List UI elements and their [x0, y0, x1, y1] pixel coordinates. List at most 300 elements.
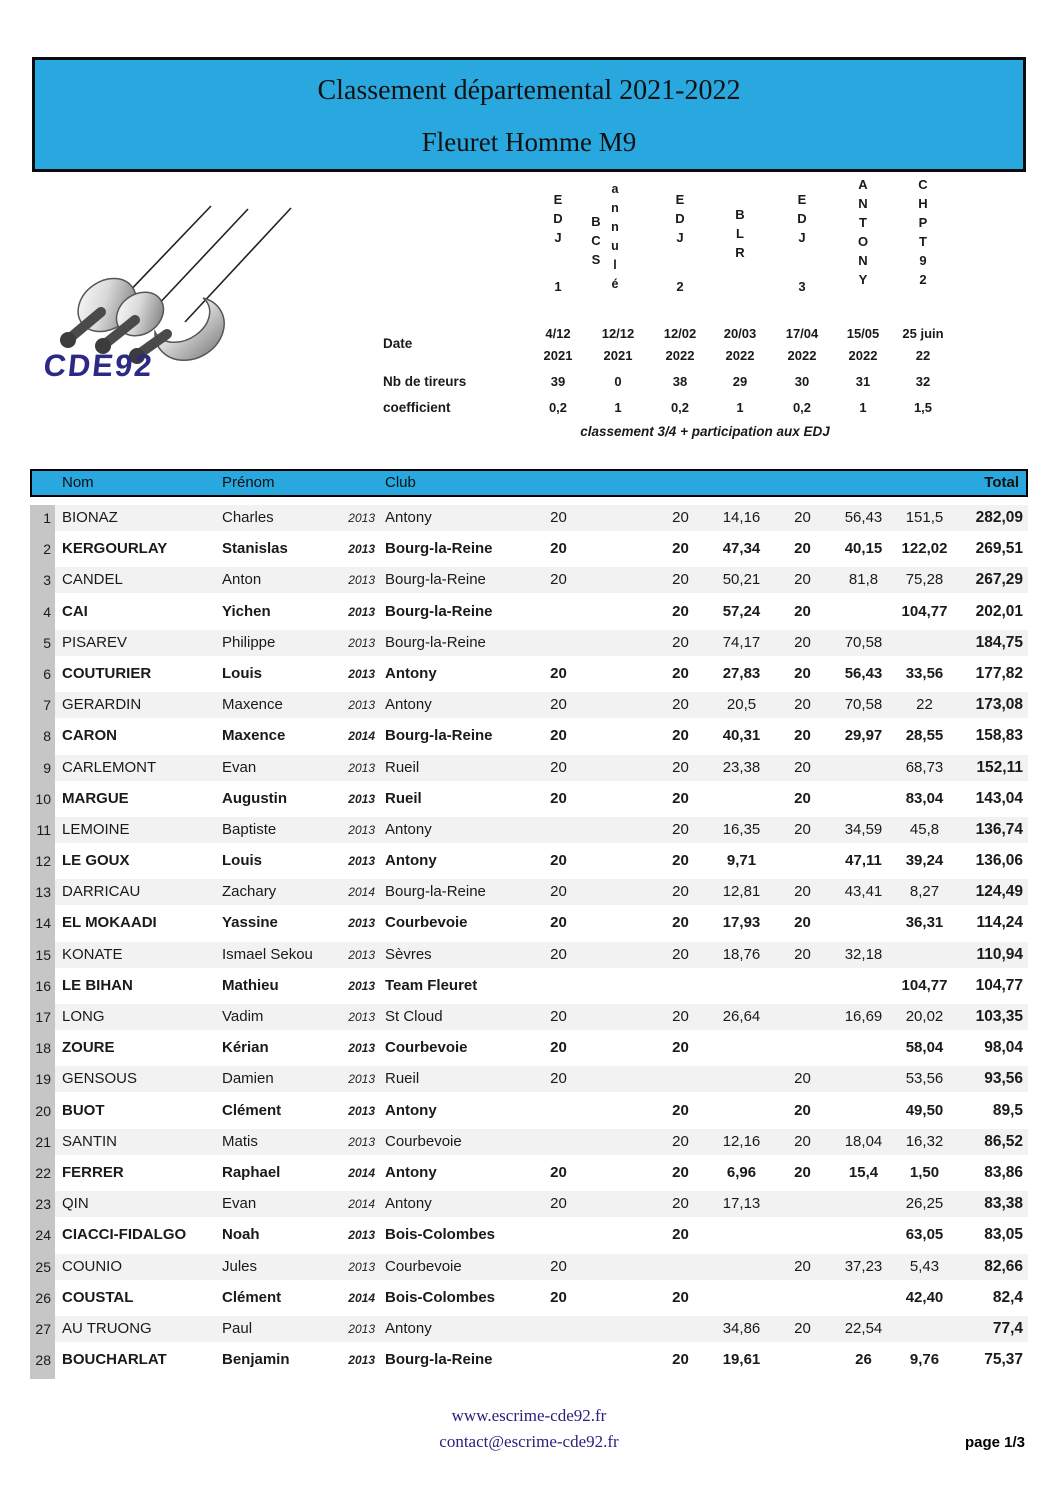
score-cell: 20 — [672, 1101, 689, 1119]
event-name-vertical — [903, 175, 943, 289]
score-cell — [650, 973, 711, 999]
score-cell: 20 — [550, 945, 567, 963]
score-cell: 20 — [794, 633, 811, 651]
score-cell: 26,25 — [905, 1195, 944, 1213]
birth-year-cell: 2013 — [348, 1228, 375, 1243]
score-cell — [589, 1098, 650, 1124]
vertical-letter: 2 — [676, 279, 684, 294]
table-row — [30, 630, 1028, 661]
row-content — [55, 1222, 1028, 1248]
score-cell — [589, 942, 650, 968]
vertical-letter: n — [611, 220, 619, 234]
table-row — [30, 599, 1028, 630]
table-row — [30, 1316, 1028, 1347]
event-date-line2: 2022 — [725, 348, 755, 363]
total-cell: 282,09 — [975, 509, 1023, 526]
row-content — [55, 755, 1028, 781]
birth-year-cell: 2013 — [348, 1259, 375, 1274]
birth-year-cell: 2013 — [348, 573, 375, 588]
firstname-cell: Mathieu — [222, 976, 279, 994]
total-cell: 114,24 — [976, 914, 1023, 932]
name-cell: GERARDIN — [62, 696, 142, 714]
score-cell: 63,05 — [905, 1226, 944, 1244]
score-cell: 20 — [794, 664, 811, 682]
event-column-label — [586, 182, 624, 294]
event-name-vertical — [843, 175, 883, 289]
vertical-letter: 9 — [919, 253, 927, 268]
score-cell — [589, 973, 650, 999]
score-cell: 20 — [672, 1226, 689, 1244]
firstname-cell: Louis — [222, 664, 262, 682]
table-row — [30, 505, 1028, 536]
table-row — [30, 1004, 1028, 1035]
score-cell: 20 — [550, 571, 567, 589]
score-cell: 20 — [794, 914, 811, 932]
cde92-logo-text: CDE92 — [45, 348, 156, 383]
row-content — [55, 1035, 1028, 1061]
total-cell: 124,49 — [975, 883, 1023, 901]
score-cell: 20 — [550, 758, 567, 776]
score-cell: 20 — [550, 883, 567, 901]
name-cell: EL MOKAADI — [62, 914, 157, 932]
score-cell: 20 — [550, 852, 567, 870]
table-row — [30, 567, 1028, 598]
total-cell: 202,01 — [975, 602, 1023, 620]
score-cell: 20 — [672, 1008, 689, 1025]
event-coefficient: 1 — [614, 400, 622, 415]
table-row — [30, 973, 1028, 1004]
score-cell — [772, 1035, 833, 1061]
score-cell: 29,97 — [844, 727, 883, 745]
birth-year-cell: 2013 — [348, 1353, 375, 1368]
score-cell: 20 — [794, 540, 811, 558]
row-content — [55, 1066, 1028, 1092]
score-cell — [650, 1254, 711, 1280]
club-cell: St Cloud — [385, 1008, 443, 1025]
rank-cell: 23 — [35, 1196, 51, 1213]
event-nb-tireurs: 39 — [550, 374, 566, 389]
event-column-label — [903, 175, 943, 289]
score-cell — [711, 1035, 772, 1061]
birth-year-cell: 2014 — [348, 1165, 375, 1180]
score-cell — [772, 1347, 833, 1373]
score-cell: 20 — [672, 509, 689, 526]
date-row-label: Date — [383, 336, 413, 351]
page-number: page 1/3 — [964, 1434, 1025, 1451]
event-date-line2: 2021 — [603, 348, 633, 363]
birth-year-cell: 2013 — [348, 666, 375, 681]
score-cell — [528, 817, 589, 843]
score-cell — [589, 1035, 650, 1061]
row-content — [55, 505, 1028, 531]
birth-year-cell: 2013 — [348, 635, 375, 650]
score-cell — [833, 1066, 894, 1092]
rank-cell: 20 — [35, 1102, 51, 1119]
row-content — [55, 1098, 1028, 1124]
total-cell: 136,74 — [975, 820, 1023, 838]
club-cell: Antony — [385, 509, 432, 526]
score-cell: 47,34 — [722, 540, 761, 558]
vertical-letter: N — [858, 253, 868, 268]
club-cell: Bois-Colombes — [385, 1288, 496, 1306]
score-cell — [589, 630, 650, 656]
score-cell — [589, 817, 650, 843]
score-cell: 20 — [794, 789, 811, 807]
score-cell — [589, 599, 650, 625]
rank-cell: 12 — [35, 853, 51, 870]
firstname-cell: Vadim — [222, 1008, 264, 1025]
score-cell — [772, 1191, 833, 1217]
score-cell: 20 — [672, 1195, 689, 1213]
rank-cell: 28 — [35, 1352, 51, 1369]
score-cell: 42,40 — [905, 1288, 944, 1306]
score-cell — [589, 1129, 650, 1155]
score-cell — [528, 1222, 589, 1248]
nb-tireurs-label: Nb de tireurs — [383, 374, 467, 389]
firstname-cell: Maxence — [222, 696, 283, 714]
firstname-cell: Louis — [222, 852, 262, 870]
event-date — [710, 323, 770, 367]
score-cell: 83,04 — [905, 789, 944, 807]
club-cell: Courbevoie — [385, 1039, 468, 1057]
table-row — [30, 1222, 1028, 1253]
score-cell: 20 — [672, 602, 689, 620]
event-date-line2: 2022 — [848, 348, 878, 363]
name-cell: CARLEMONT — [62, 758, 157, 776]
name-cell: BUOT — [62, 1101, 105, 1119]
total-cell: 89,5 — [992, 1101, 1023, 1119]
score-cell — [833, 973, 894, 999]
name-cell: CARON — [62, 727, 117, 745]
vertical-letter: T — [919, 234, 927, 249]
score-cell: 20 — [794, 945, 811, 963]
score-cell — [894, 942, 955, 968]
score-cell: 81,8 — [848, 571, 879, 589]
score-cell: 27,83 — [722, 664, 761, 682]
score-cell: 75,28 — [905, 571, 944, 589]
score-cell: 50,21 — [722, 571, 761, 589]
score-cell: 56,43 — [844, 509, 883, 526]
firstname-cell: Paul — [222, 1319, 253, 1337]
name-cell: CANDEL — [62, 571, 123, 589]
vertical-letter: J — [676, 230, 684, 245]
score-cell: 20 — [794, 1163, 811, 1181]
score-cell — [833, 786, 894, 812]
club-cell: Antony — [385, 820, 432, 838]
score-cell: 17,93 — [722, 914, 761, 932]
rank-cell: 17 — [35, 1009, 51, 1025]
score-cell — [650, 1066, 711, 1092]
score-cell — [589, 1254, 650, 1280]
event-date — [650, 323, 710, 367]
rank-cell: 8 — [43, 728, 51, 745]
rank-cell: 25 — [35, 1258, 51, 1275]
score-cell: 5,43 — [909, 1257, 940, 1275]
document-subtitle: Fleuret Homme M9 — [421, 127, 637, 157]
birth-year-cell: 2013 — [348, 698, 375, 713]
row-content — [55, 1129, 1028, 1155]
event-date-line1: 20/03 — [723, 326, 757, 341]
total-cell: 83,38 — [984, 1195, 1023, 1213]
event-date-line1: 17/04 — [785, 326, 819, 341]
club-cell: Antony — [385, 1319, 432, 1337]
score-cell: 28,55 — [905, 727, 944, 745]
birth-year-cell: 2013 — [348, 978, 375, 993]
total-cell: 110,94 — [976, 945, 1023, 963]
event-name-vertical — [782, 190, 822, 296]
club-cell: Courbevoie — [385, 1132, 462, 1150]
score-cell — [894, 1316, 955, 1342]
score-cell: 36,31 — [905, 914, 944, 932]
event-date-line2: 2021 — [543, 348, 573, 363]
club-cell: Bourg-la-Reine — [385, 727, 493, 745]
event-date-line2: 2022 — [665, 348, 695, 363]
club-cell: Antony — [385, 664, 437, 682]
vertical-letter: O — [857, 234, 869, 249]
score-cell — [894, 630, 955, 656]
score-cell: 17,13 — [722, 1195, 761, 1213]
event-column-label — [720, 205, 760, 262]
score-cell: 70,58 — [844, 633, 883, 651]
total-cell: 93,56 — [984, 1070, 1023, 1088]
score-cell: 20 — [794, 1101, 811, 1119]
score-cell: 8,27 — [909, 883, 940, 901]
row-content — [55, 567, 1028, 593]
score-cell: 34,86 — [722, 1319, 761, 1337]
score-cell: 20,5 — [726, 696, 757, 714]
event-coefficient: 0,2 — [548, 400, 568, 415]
event-coefficient: 1,5 — [913, 400, 933, 415]
total-cell: 86,52 — [984, 1132, 1023, 1150]
vertical-letter: é — [611, 277, 619, 291]
vertical-letter: H — [918, 196, 928, 211]
score-cell: 20 — [550, 789, 567, 807]
score-cell: 34,59 — [844, 820, 883, 838]
name-cell: BOUCHARLAT — [62, 1351, 167, 1369]
vertical-letter: C — [918, 177, 928, 192]
score-cell: 26,64 — [722, 1008, 761, 1025]
table-row — [30, 817, 1028, 848]
score-cell: 20 — [672, 820, 689, 838]
row-content — [55, 661, 1028, 687]
vertical-letter: E — [553, 192, 563, 207]
score-cell — [589, 567, 650, 593]
table-row — [30, 1066, 1028, 1097]
score-cell — [589, 1004, 650, 1030]
event-name-vertical — [538, 190, 578, 296]
table-row — [30, 910, 1028, 941]
club-cell: Antony — [385, 1101, 437, 1119]
name-cell: LONG — [62, 1008, 105, 1025]
score-cell: 20 — [550, 727, 567, 745]
rank-cell: 15 — [35, 946, 51, 963]
score-cell: 20 — [672, 1039, 689, 1057]
score-cell: 70,58 — [844, 696, 883, 714]
name-cell: LEMOINE — [62, 820, 130, 838]
event-status-vertical — [606, 180, 624, 294]
score-cell: 1,50 — [909, 1163, 940, 1181]
score-cell: 20,02 — [905, 1008, 944, 1025]
total-cell: 75,37 — [984, 1351, 1023, 1369]
vertical-letter: C — [591, 233, 601, 248]
score-cell — [589, 910, 650, 936]
event-date-line2: 22 — [915, 348, 931, 363]
rank-cell: 26 — [35, 1289, 51, 1306]
table-row — [30, 692, 1028, 723]
coefficient-label: coefficient — [383, 400, 451, 415]
row-content — [55, 1004, 1028, 1030]
birth-year-cell: 2013 — [348, 1134, 375, 1149]
vertical-letter: u — [611, 239, 619, 253]
vertical-letter: 2 — [919, 272, 927, 287]
birth-year-cell: 2013 — [348, 760, 375, 775]
website-link[interactable]: www.escrime-cde92.fr — [451, 1406, 607, 1425]
total-cell: 184,75 — [975, 633, 1023, 651]
column-header-club: Club — [385, 474, 416, 491]
score-cell: 39,24 — [905, 852, 944, 870]
score-cell: 20 — [550, 1070, 567, 1088]
row-content — [55, 1160, 1028, 1186]
birth-year-cell: 2013 — [348, 604, 375, 619]
club-cell: Rueil — [385, 758, 420, 776]
score-cell: 20 — [672, 1351, 689, 1369]
vertical-letter: J — [554, 230, 562, 245]
name-cell: KERGOURLAY — [62, 540, 168, 558]
score-cell: 23,38 — [722, 758, 761, 776]
event-coefficient: 0,2 — [670, 400, 690, 415]
row-content — [55, 786, 1028, 812]
rank-cell: 13 — [35, 884, 51, 901]
score-cell — [589, 723, 650, 749]
ranking-table-body — [30, 505, 1028, 1378]
total-cell: 103,35 — [975, 1008, 1023, 1025]
vertical-letter: D — [797, 211, 807, 226]
row-content — [55, 848, 1028, 874]
firstname-cell: Augustin — [222, 789, 287, 807]
score-cell — [711, 1098, 772, 1124]
score-cell: 6,96 — [726, 1163, 757, 1181]
rank-cell: 10 — [35, 790, 51, 807]
table-row — [30, 1160, 1028, 1191]
score-cell: 20 — [794, 602, 811, 620]
total-cell: 83,05 — [984, 1226, 1023, 1244]
event-date-line2: 2022 — [787, 348, 817, 363]
name-cell: LE BIHAN — [62, 976, 133, 994]
club-cell: Bourg-la-Reine — [385, 540, 493, 558]
total-cell: 143,04 — [975, 789, 1023, 807]
score-cell: 20 — [550, 1288, 567, 1306]
total-cell: 269,51 — [975, 540, 1023, 558]
club-cell: Bourg-la-Reine — [385, 602, 493, 620]
score-cell: 20 — [672, 883, 689, 901]
name-cell: KONATE — [62, 945, 123, 963]
title-banner — [32, 57, 1026, 172]
score-cell: 20 — [794, 883, 811, 901]
rank-cell: 6 — [43, 665, 51, 682]
rank-cell: 14 — [35, 915, 51, 932]
score-cell — [528, 1316, 589, 1342]
birth-year-cell: 2013 — [348, 1010, 375, 1024]
total-cell: 82,66 — [984, 1257, 1023, 1275]
score-cell: 49,50 — [905, 1101, 944, 1119]
score-cell: 20 — [672, 696, 689, 714]
score-cell: 20 — [672, 540, 689, 558]
score-cell: 20 — [794, 571, 811, 589]
score-cell: 20 — [672, 945, 689, 963]
score-cell — [711, 1066, 772, 1092]
score-cell: 16,32 — [905, 1132, 944, 1150]
score-cell: 56,43 — [844, 664, 883, 682]
club-cell: Courbevoie — [385, 914, 468, 932]
club-cell: Bourg-la-Reine — [385, 633, 486, 651]
total-cell: 173,08 — [975, 696, 1023, 714]
table-row — [30, 723, 1028, 754]
rank-cell: 24 — [35, 1227, 51, 1244]
firstname-cell: Philippe — [222, 633, 276, 651]
score-cell — [833, 1191, 894, 1217]
score-cell: 20 — [794, 758, 811, 776]
event-date — [833, 323, 893, 367]
score-cell — [589, 848, 650, 874]
name-cell: CAI — [62, 602, 88, 620]
score-cell: 58,04 — [905, 1039, 944, 1057]
score-cell: 37,23 — [844, 1257, 883, 1275]
birth-year-cell: 2013 — [348, 1072, 375, 1087]
firstname-cell: Maxence — [222, 727, 286, 745]
vertical-letter: D — [553, 211, 563, 226]
score-cell — [772, 1222, 833, 1248]
event-coefficient: 1 — [859, 400, 867, 415]
event-date-line1: 4/12 — [545, 326, 571, 341]
club-cell: Courbevoie — [385, 1257, 462, 1275]
score-cell — [711, 1254, 772, 1280]
score-cell — [833, 1035, 894, 1061]
score-cell: 151,5 — [905, 509, 944, 526]
vertical-letter: Y — [858, 272, 868, 287]
score-cell: 45,8 — [909, 820, 940, 838]
table-row — [30, 1347, 1028, 1378]
score-cell: 20 — [794, 727, 811, 745]
firstname-cell: Yichen — [222, 602, 271, 620]
score-cell — [833, 755, 894, 781]
score-cell — [589, 879, 650, 905]
row-content — [55, 879, 1028, 905]
table-row — [30, 661, 1028, 692]
score-cell: 20 — [550, 1008, 567, 1025]
event-date — [588, 323, 648, 367]
column-header-prenom: Prénom — [222, 474, 275, 491]
firstname-cell: Kérian — [222, 1039, 269, 1057]
total-cell: 104,77 — [975, 976, 1023, 994]
birth-year-cell: 2013 — [348, 1321, 375, 1336]
rank-cell: 4 — [43, 603, 51, 620]
score-cell: 104,77 — [901, 976, 948, 994]
rank-cell: 3 — [43, 572, 51, 589]
contact-email-link[interactable]: contact@escrime-cde92.fr — [439, 1432, 619, 1451]
table-row — [30, 1254, 1028, 1285]
vertical-letter: J — [798, 230, 806, 245]
score-cell — [833, 599, 894, 625]
rank-cell: 9 — [43, 759, 51, 776]
rank-cell: 11 — [36, 821, 51, 838]
total-cell: 82,4 — [992, 1288, 1023, 1306]
birth-year-cell: 2014 — [348, 1290, 375, 1305]
row-content — [55, 910, 1028, 936]
score-cell: 20 — [672, 758, 689, 776]
name-cell: ZOURE — [62, 1039, 115, 1057]
score-cell: 47,11 — [845, 852, 882, 870]
score-cell — [589, 1160, 650, 1186]
